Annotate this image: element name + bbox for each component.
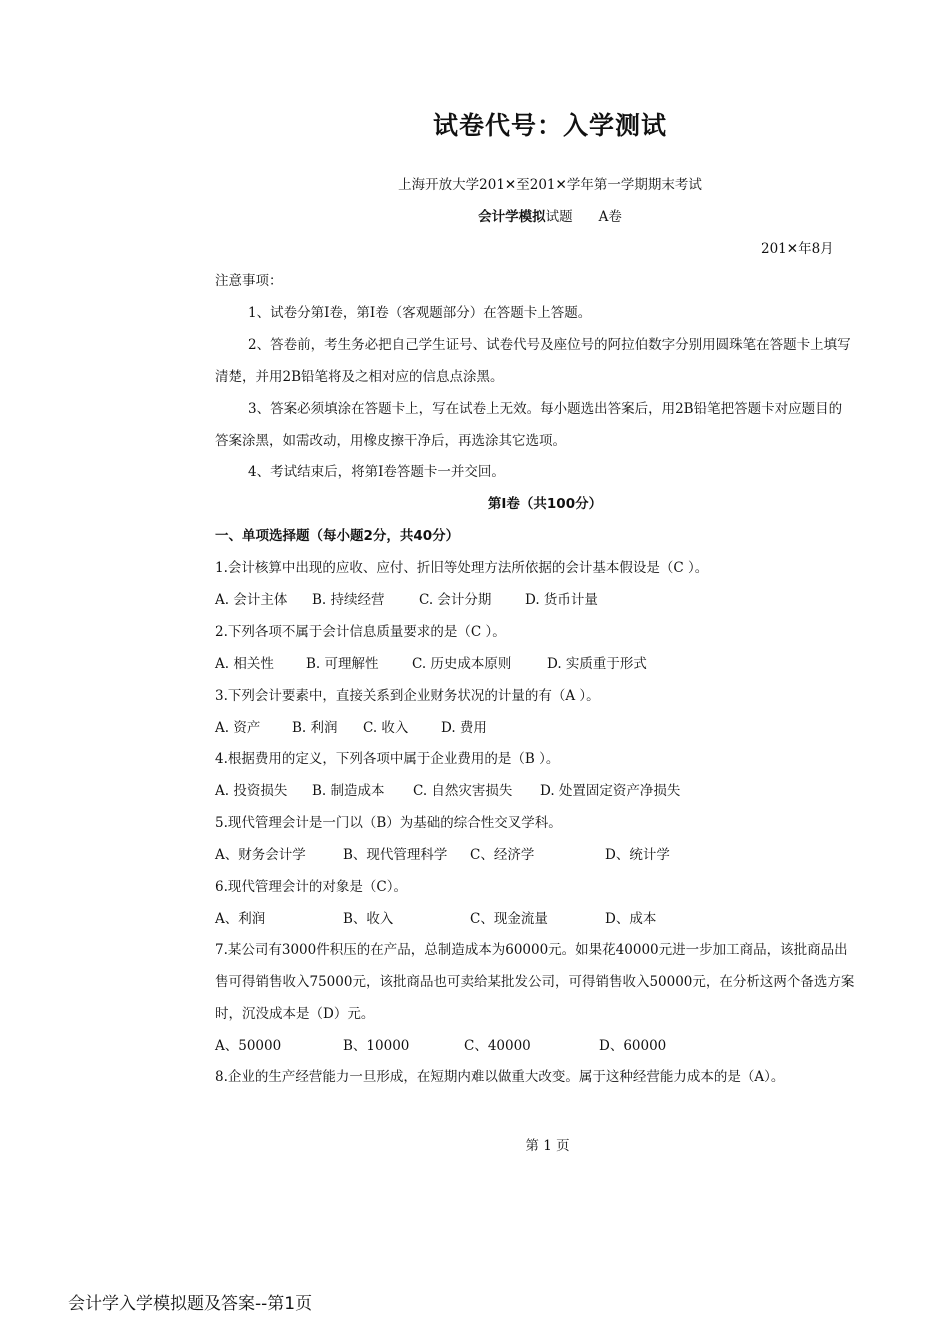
question-options <box>215 588 915 608</box>
option: B、收入 <box>343 911 394 927</box>
question-stem: 2.下列各项不属于会计信息质量要求的是（C ）。 <box>215 624 506 640</box>
question-stem: 7.某公司有3000件积压的在产品，总制造成本为60000元。如果花40000元进一步加工商品，该批商品出 <box>215 942 848 958</box>
notes-heading: 注意事项： <box>215 273 283 289</box>
option: B. 持续经营 <box>312 592 385 608</box>
option: B、10000 <box>343 1038 410 1054</box>
option: A. 投资损失 <box>215 783 288 799</box>
note-item: 2、答卷前，考生务必把自己学生证号、试卷代号及座位号的阿拉伯数字分别用圆珠笔在答题卡上填写 <box>248 337 851 353</box>
part-heading: 一、单项选择题（每小题2分，共40分） <box>215 528 460 544</box>
option: A. 会计主体 <box>215 592 288 608</box>
subject-line <box>0 205 950 225</box>
note-item: 3、答案必须填涂在答题卡上，写在试卷上无效。每小题选出答案后，用2B铅笔把答题卡对应题目的 <box>248 401 843 417</box>
option: D. 货币计量 <box>525 592 598 608</box>
question-options <box>215 716 915 736</box>
question-stem: 6.现代管理会计的对象是（C）。 <box>215 879 407 895</box>
exam-date: 201✕年8月 <box>761 241 834 257</box>
document-footer: 会计学入学模拟题及答案--第1页 <box>68 1294 313 1314</box>
option: C、40000 <box>464 1038 531 1054</box>
question-stem: 4.根据费用的定义，下列各项中属于企业费用的是（B ）。 <box>215 751 560 767</box>
note-item: 4、考试结束后，将第Ⅰ卷答题卡一并交回。 <box>248 464 505 480</box>
option: D. 费用 <box>441 720 487 736</box>
subject-bold: 会计学模拟 <box>478 209 546 225</box>
option: D、60000 <box>599 1038 667 1054</box>
option: B、现代管理科学 <box>343 847 448 863</box>
question-stem: 8.企业的生产经营能力一旦形成，在短期内难以做重大改变。属于这种经营能力成本的是（A）。 <box>215 1069 785 1085</box>
option: A、财务会计学 <box>215 847 306 863</box>
university-line: 上海开放大学201✕至201✕学年第一学期期末考试 <box>398 177 702 193</box>
option: A、50000 <box>215 1038 282 1054</box>
question-stem: 时，沉没成本是（D）元。 <box>215 1006 375 1022</box>
note-item: 1、试卷分第Ⅰ卷，第Ⅰ卷（客观题部分）在答题卡上答题。 <box>248 305 592 321</box>
option: A. 相关性 <box>215 656 274 672</box>
option: D、统计学 <box>605 847 670 863</box>
question-options <box>215 652 915 672</box>
note-item: 答案涂黑，如需改动，用橡皮擦干净后，再选涂其它选项。 <box>215 433 566 449</box>
question-options <box>215 779 915 799</box>
option: B. 利润 <box>292 720 338 736</box>
question-options <box>215 1034 915 1054</box>
option: A. 资产 <box>215 720 261 736</box>
paper-type: A卷 <box>598 209 622 225</box>
option: D. 实质重于形式 <box>547 656 647 672</box>
option: D、成本 <box>605 911 657 927</box>
note-item: 清楚，并用2B铅笔将及之相对应的信息点涂黑。 <box>215 369 504 385</box>
question-stem: 售可得销售收入75000元，该批商品也可卖给某批发公司，可得销售收入50000元，在分析这两个备选方案 <box>215 974 855 990</box>
page-number: 第 1 页 <box>525 1138 570 1154</box>
option: B. 可理解性 <box>306 656 379 672</box>
option: C. 自然灾害损失 <box>413 783 513 799</box>
option: C. 会计分期 <box>419 592 492 608</box>
option: C. 收入 <box>363 720 409 736</box>
option: A、利润 <box>215 911 266 927</box>
question-options <box>215 907 915 927</box>
question-options <box>215 843 915 863</box>
exam-code-title: 试卷代号：入学测试 <box>432 111 667 140</box>
question-stem: 1.会计核算中出现的应收、应付、折旧等处理方法所依据的会计基本假设是（C ）。 <box>215 560 709 576</box>
option: C. 历史成本原则 <box>412 656 512 672</box>
section-title: 第Ⅰ卷（共100分） <box>487 496 603 512</box>
subject-rest: 试题 <box>545 209 573 225</box>
option: C、现金流量 <box>470 911 548 927</box>
question-stem: 3.下列会计要素中，直接关系到企业财务状况的计量的有（A ）。 <box>215 688 600 704</box>
option: D. 处置固定资产净损失 <box>540 783 681 799</box>
option: B. 制造成本 <box>312 783 385 799</box>
question-stem: 5.现代管理会计是一门以（B）为基础的综合性交叉学科。 <box>215 815 562 831</box>
option: C、经济学 <box>470 847 535 863</box>
